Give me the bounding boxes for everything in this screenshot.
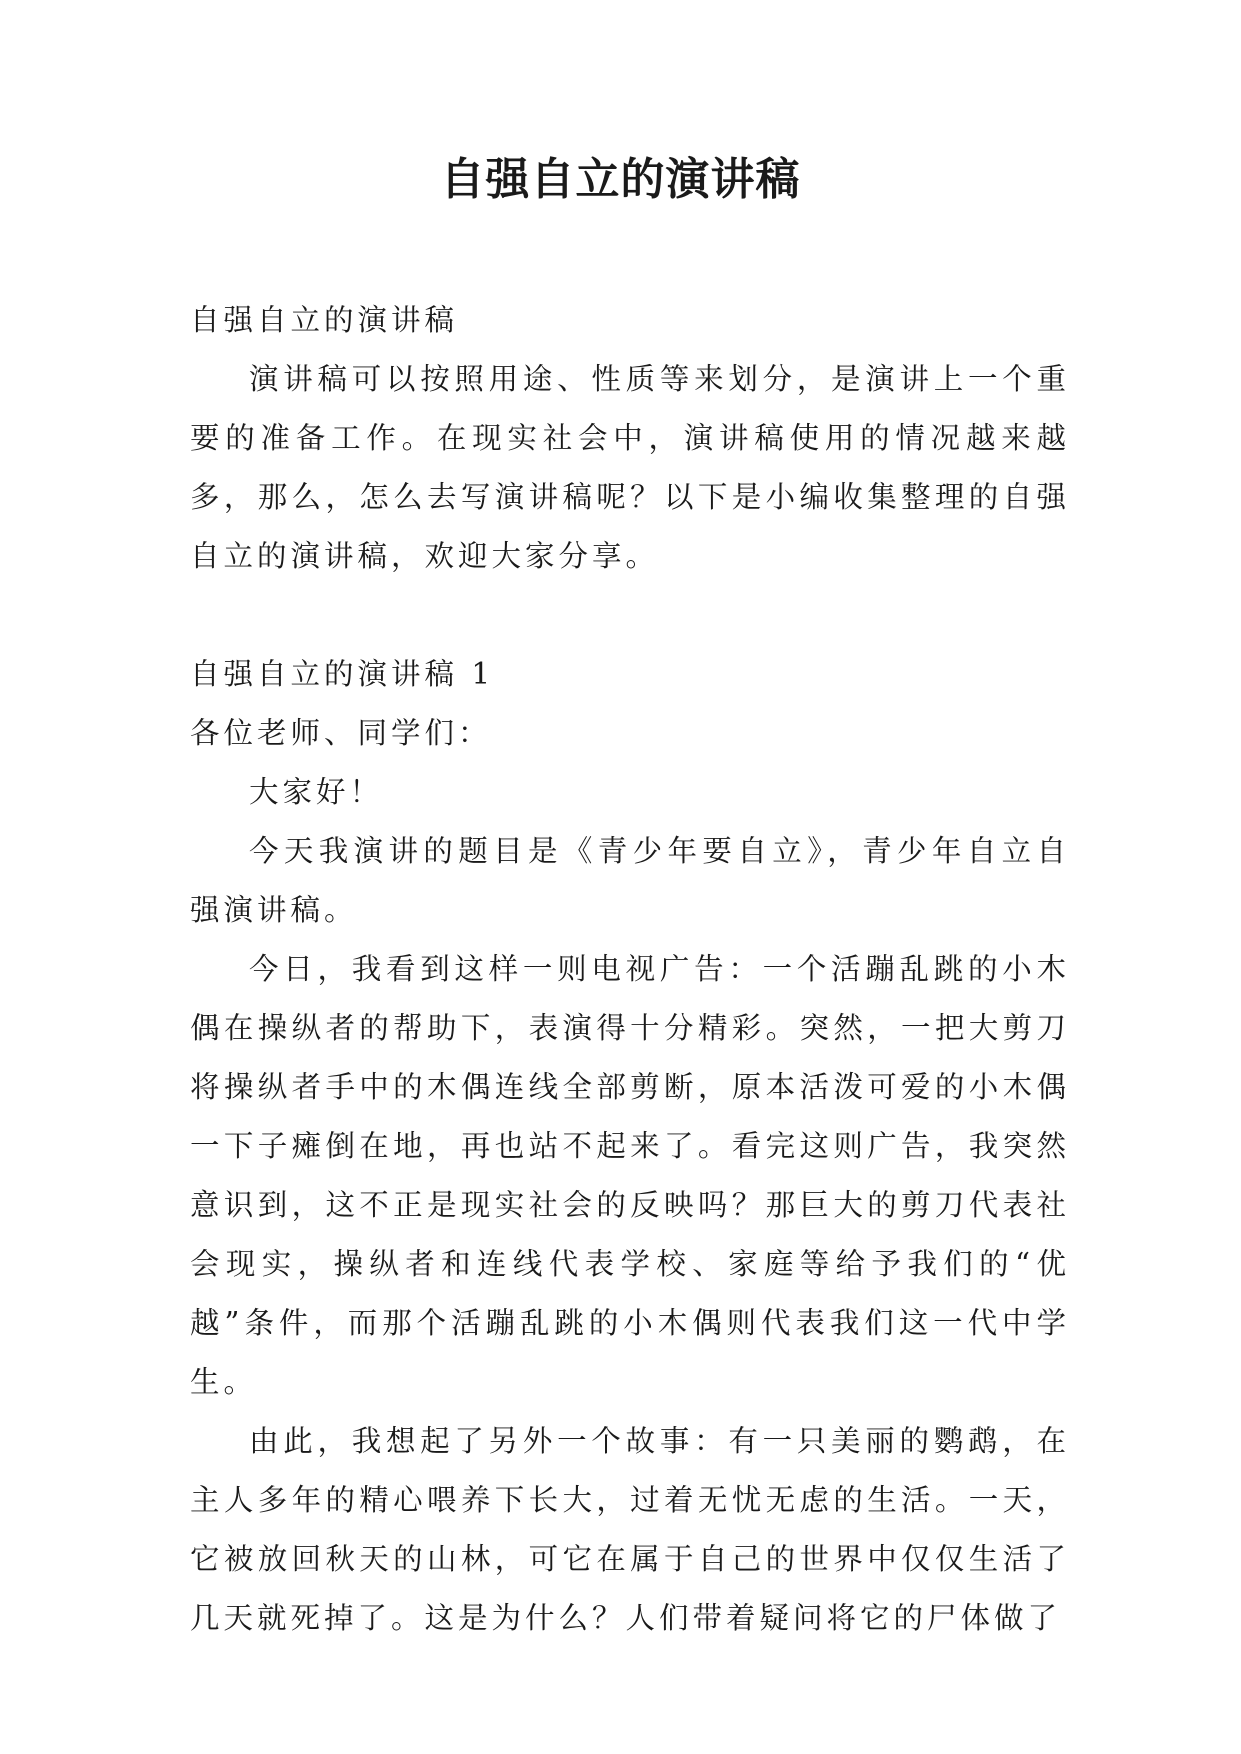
section-heading: 自强自立的演讲稿 1 xyxy=(190,657,495,691)
document-title: 自强自立的演讲稿 xyxy=(440,154,801,205)
paragraph-spacer xyxy=(190,586,1070,645)
greeting-paragraph: 大家好！ xyxy=(249,775,384,809)
intro-paragraph: 演讲稿可以按照用途、性质等来划分，是演讲上一个重要的准备工作。在现实社会中，演讲稿使用的情况越来越多，那么，怎么去写演讲稿呢？以下是小编收集整理的自强自立的演讲稿，欢迎大家分享。 xyxy=(190,362,1070,573)
subtitle-paragraph: 自强自立的演讲稿 xyxy=(190,303,459,337)
topic-paragraph: 今天我演讲的题目是《青少年要自立》，青少年自立自强演讲稿。 xyxy=(190,834,1070,927)
parrot-story-paragraph: 由此，我想起了另外一个故事：有一只美丽的鹦鹉，在主人多年的精心喂养下长大，过着无忧无虑的生活。一天，它被放回秋天的山林，可它在属于自己的世界中仅仅生活了几天就死掉了。这是为什么？人们带着疑问将它的尸体做了 xyxy=(190,1424,1070,1635)
document-body xyxy=(190,291,1070,1648)
salutation-paragraph: 各位老师、同学们： xyxy=(190,716,492,750)
puppet-story-paragraph: 今日，我看到这样一则电视广告：一个活蹦乱跳的小木偶在操纵者的帮助下，表演得十分精彩。突然，一把大剪刀将操纵者手中的木偶连线全部剪断，原本活泼可爱的小木偶一下子瘫倒在地，再也站不起来了。看完这则广告，我突然意识到，这不正是现实社会的反映吗？那巨大的剪刀代表社会现实，操纵者和连线代表学校、家庭等给予我们的“优越”条件，而那个活蹦乱跳的小木偶则代表我们这一代中学生。 xyxy=(190,952,1070,1399)
